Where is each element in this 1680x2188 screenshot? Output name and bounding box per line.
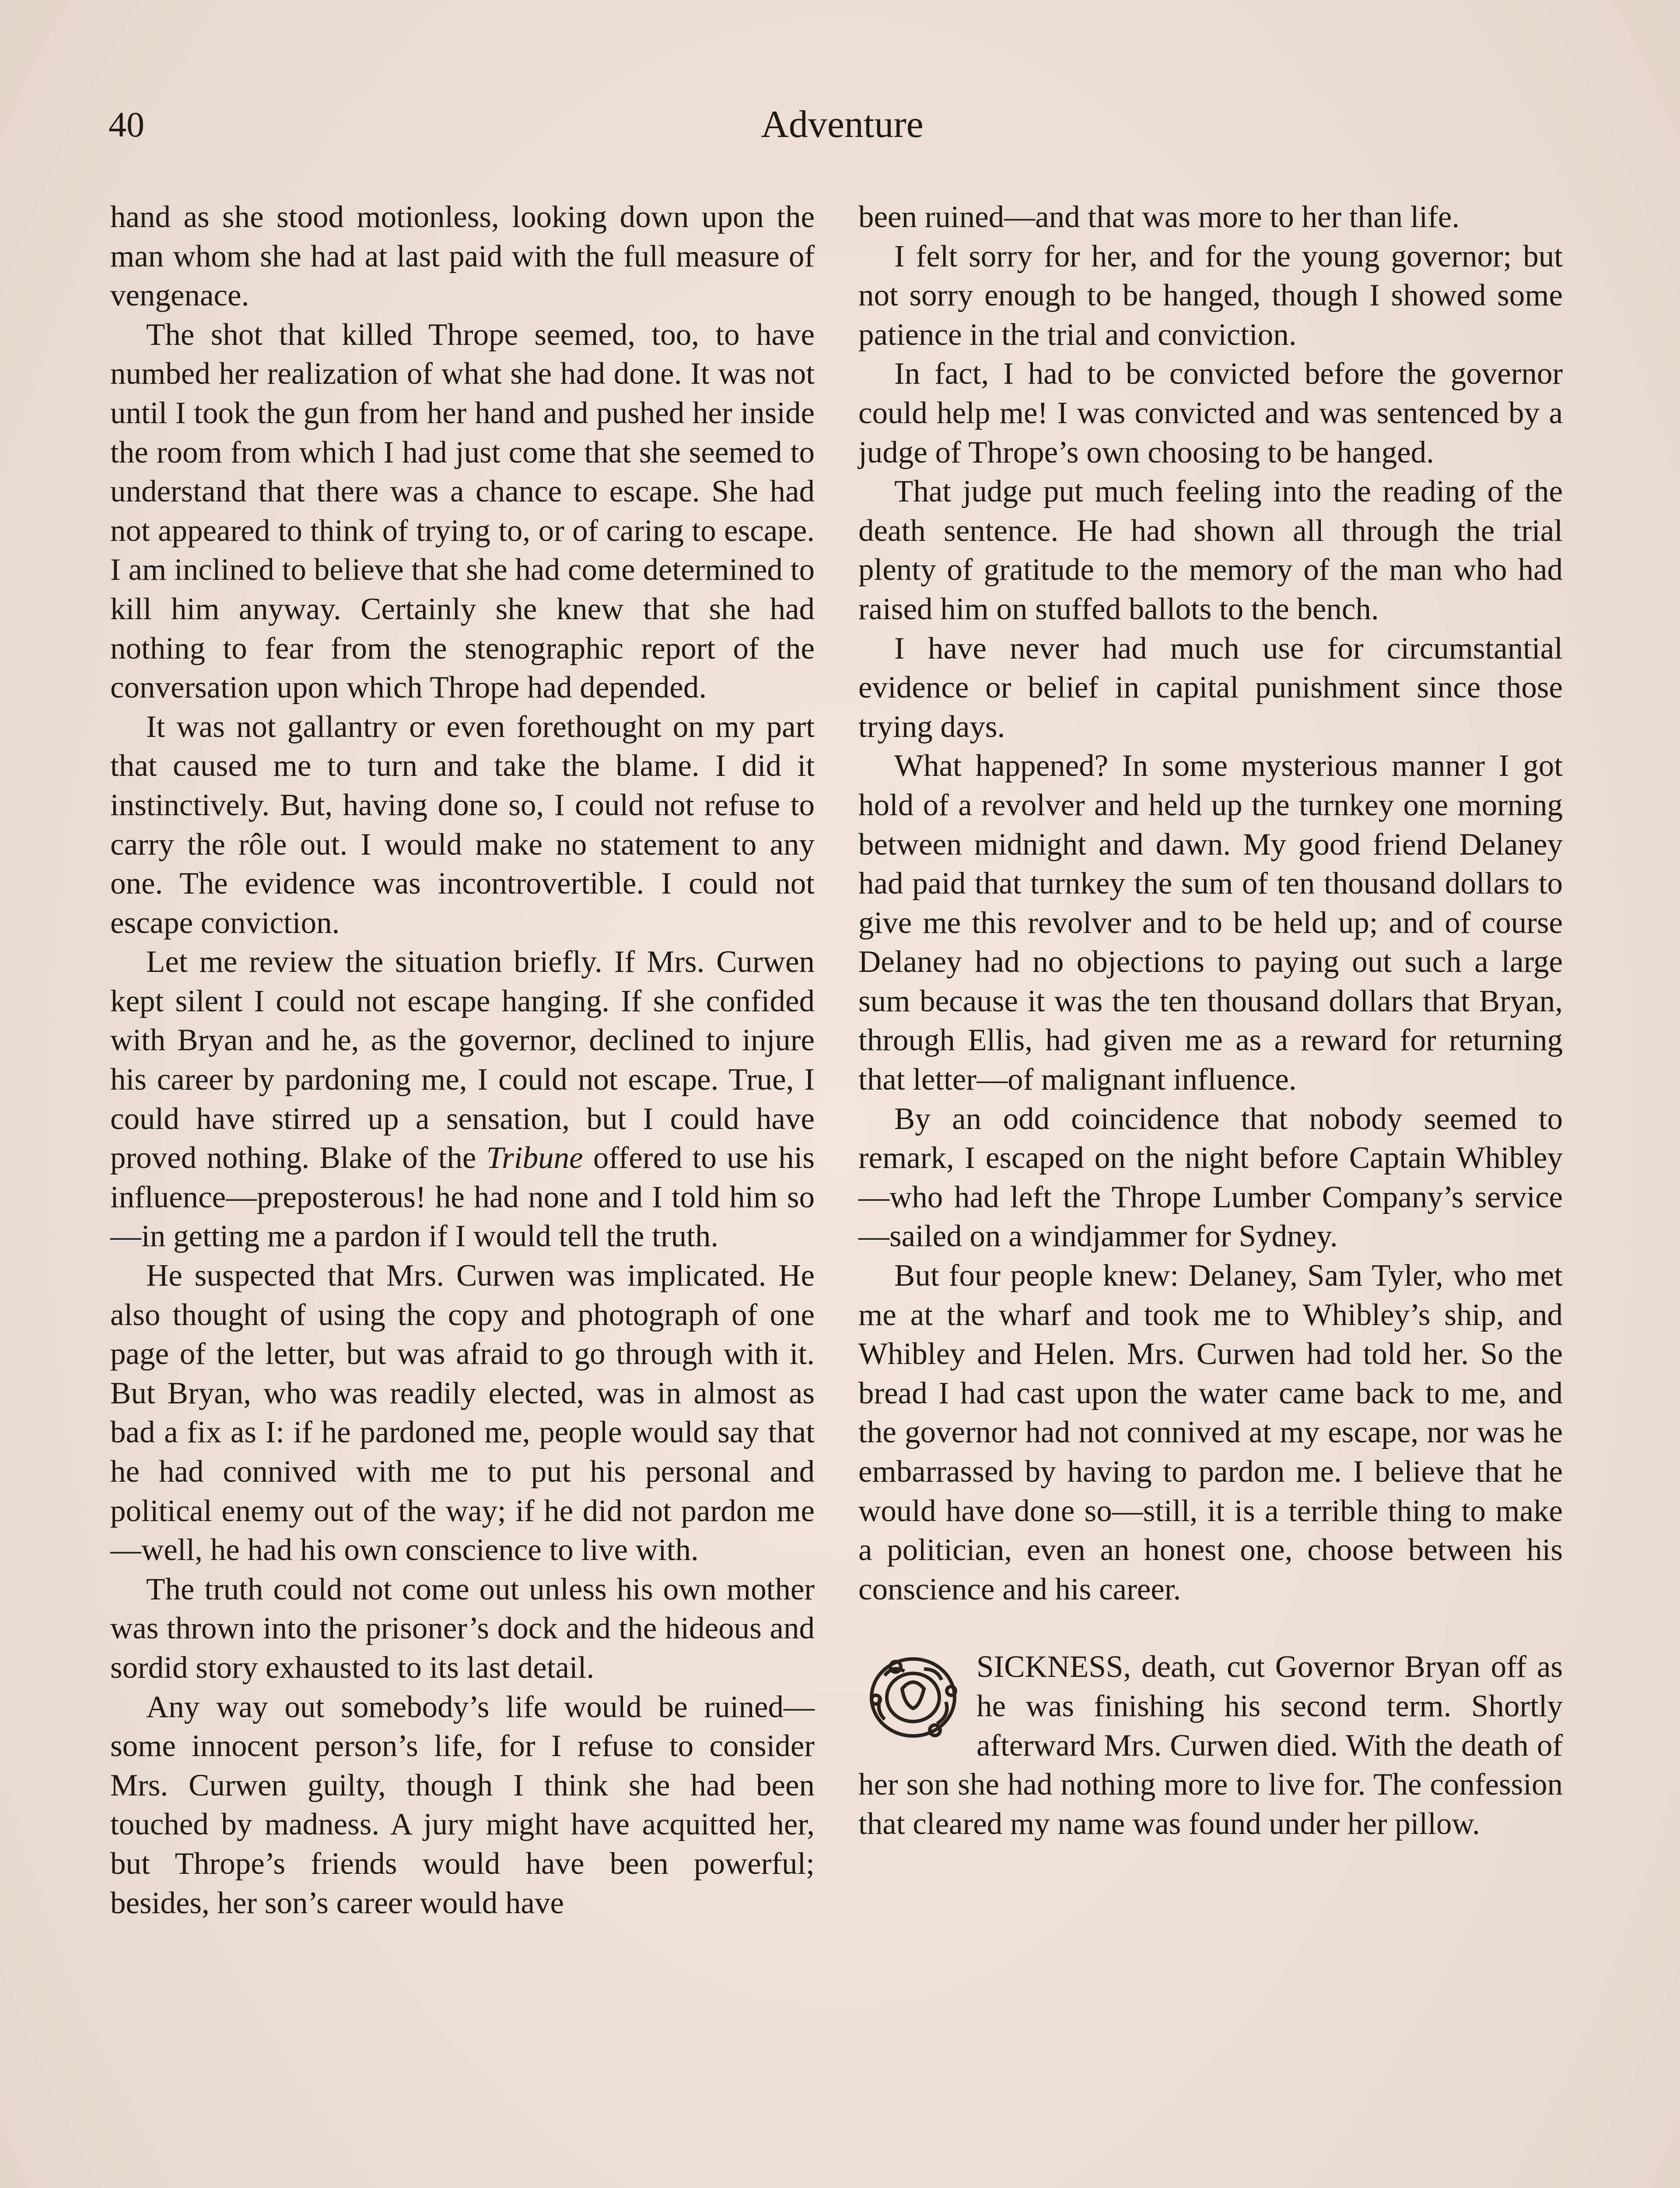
left-column bbox=[110, 198, 815, 2188]
paragraph-text: offered to use his influence—preposterous! he had none and I told him so—in getting me a pardon if I would tell the truth. bbox=[110, 1141, 815, 1254]
paragraph: I felt sorry for her, and for the young governor; but not sorry enough to be hanged, though I showed some patience in the trial and conviction. bbox=[858, 239, 1563, 352]
paragraph-text: Let me review the situation briefly. If Mrs. Curwen kept silent I could not escape hanging. If she confided with Bryan and he, as the governor, declined to injure his career by pardoning me, I could not escape. True, I could have stirred up a sensation, but I could have proved nothing. Blake of the bbox=[110, 945, 815, 1175]
paragraph: By an odd coincidence that nobody seemed to remark, I escaped on the night before Captain Whibley—who had left the Thrope Lumber Company’s service—sailed on a windjammer for Sydney. bbox=[858, 1101, 1563, 1254]
running-title: Adventure bbox=[761, 103, 924, 146]
paragraph: That judge put much feeling into the reading of the death sentence. He had shown all through the trial plenty of gratitude to the memory of the man who had raised him on stuffed ballots to the bench. bbox=[858, 474, 1563, 626]
page-number: 40 bbox=[108, 105, 144, 144]
paragraph: Any way out somebody’s life would be ruined—some innocent person’s life, for I refuse to consider Mrs. Curwen guilty, though I think she had been touched by madness. A jury might have acquitted her, but Thrope’s friends would have been powerful; besides, her son’s career would have bbox=[110, 1690, 815, 1920]
right-column bbox=[858, 198, 1563, 2188]
paragraph: What happened? In some mysterious manner I got hold of a revolver and held up the turnkey one morning between midnight and dawn. My good friend Delaney had paid that turnkey the sum of ten thousand dollars to give me this revolver and to be held up; and of course Delaney had no objections to paying out such a large sum because it was the ten thousand dollars that Bryan, through Ellis, had given me as a reward for returning that letter—of malignant influence. bbox=[858, 749, 1563, 1097]
paragraph: hand as she stood motionless, looking down upon the man whom she had at last paid with the full measure of vengenace. bbox=[110, 200, 815, 313]
paragraph: The truth could not come out unless his own mother was thrown into the prisoner’s dock and the hideous and sordid story exhausted to its last detail. bbox=[110, 1572, 815, 1685]
final-section-text: SICKNESS, death, cut Governor Bryan off as he was finishing his second term. Shortly afterward Mrs. Curwen died. With the death of her son she had nothing more to live for. The confession that cleared my name was found under her pillow. bbox=[858, 1650, 1563, 1841]
paragraph: In fact, I had to be convicted before the governor could help me! I was convicted and was sentenced by a judge of Thrope’s own choosing to be hanged. bbox=[858, 357, 1563, 470]
paragraph: But four people knew: Delaney, Sam Tyler, who met me at the wharf and took me to Whibley’s ship, and Whibley and Helen. Mrs. Curwen had told her. So the bread I had cast upon the water came back to me, and the governor had not connived at my escape, nor was he embarrassed by having to pardon me. I believe that he would have done so—still, it is a terrible thing to make a politician, even an honest one, choose between his conscience and his career. bbox=[858, 1259, 1563, 1606]
paragraph-with-newspaper bbox=[110, 943, 815, 1256]
paragraph: I have never had much use for circumstantial evidence or belief in capital punishment since those trying days. bbox=[858, 631, 1563, 744]
paragraph: been ruined—and that was more to her than life. bbox=[858, 200, 1460, 234]
final-section bbox=[858, 1648, 1563, 1844]
newspaper-name: Tribune bbox=[486, 1141, 583, 1175]
paragraph: The shot that killed Thrope seemed, too, to have numbed her realization of what she had done. It was not until I took the gun from her hand and pushed her inside the room from which I had just come that she seemed to understand that there was a chance to escape. She had not appeared to think of trying to, or of caring to escape. I am inclined to believe that she had come determined to kill him anyway. Certainly she knew that she had nothing to fear from the stenographic report of the conversation upon which Thrope had depended. bbox=[110, 317, 815, 705]
page-header bbox=[108, 98, 1567, 151]
paragraph: He suspected that Mrs. Curwen was implicated. He also thought of using the copy and photograph of one page of the letter, but was afraid to go through with it. But Bryan, who was readily elected, was in almost as bad a fix as I: if he pardoned me, people would say that he had connived with me to put his personal and political enemy out of the way; if he did not pardon me—well, he had his own conscience to live with. bbox=[110, 1259, 815, 1567]
paragraph: It was not gallantry or even forethought on my part that caused me to turn and take the blame. I did it instinctively. But, having done so, I could not refuse to carry the rôle out. I would make no statement to any one. The evidence was incontrovertible. I could not escape conviction. bbox=[110, 709, 815, 940]
ornamental-wreath-icon bbox=[858, 1649, 968, 1746]
